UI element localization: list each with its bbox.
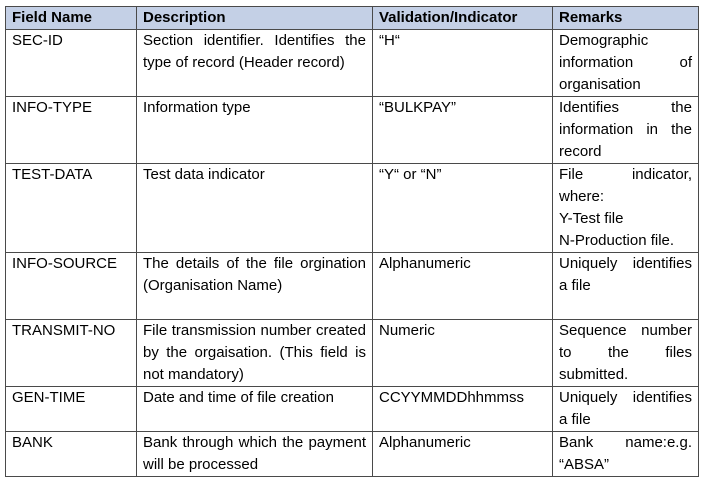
validation-cell: Alphanumeric xyxy=(373,253,553,320)
record-spec-table xyxy=(5,6,699,477)
validation-cell: “H“ xyxy=(373,30,553,97)
table-row xyxy=(6,97,699,164)
description-cell: Test data indicator xyxy=(137,164,373,253)
remarks-line: N-Production file. xyxy=(559,232,675,249)
field-name-cell: SEC-ID xyxy=(6,30,137,97)
table-row xyxy=(6,387,699,432)
table-row xyxy=(6,432,699,477)
description-cell: Date and time of file creation xyxy=(137,387,373,432)
column-header-field-name: Field Name xyxy=(6,7,137,30)
table-row xyxy=(6,320,699,387)
remarks-cell xyxy=(553,432,699,477)
column-header-description: Description xyxy=(137,7,373,30)
validation-cell: Numeric xyxy=(373,320,553,387)
remarks-line: Y-Test file xyxy=(559,210,624,227)
remarks-line: File indicator, where: xyxy=(559,166,692,205)
remarks-cell xyxy=(553,253,699,320)
table-row xyxy=(6,253,699,320)
field-name-cell: INFO-SOURCE xyxy=(6,253,137,320)
remarks-cell xyxy=(553,97,699,164)
description-cell: Information type xyxy=(137,97,373,164)
validation-cell: CCYYMMDDhhmmss xyxy=(373,387,553,432)
table-row xyxy=(6,164,699,253)
field-name-cell: TRANSMIT-NO xyxy=(6,320,137,387)
field-name-cell: INFO-TYPE xyxy=(6,97,137,164)
validation-cell: “Y“ or “N” xyxy=(373,164,553,253)
column-header-validation: Validation/Indicator xyxy=(373,7,553,30)
remarks-line: Bank name:e.g. “ABSA” xyxy=(559,434,692,473)
description-cell: Section identifier. Identifies the type of record (Header record) xyxy=(137,30,373,97)
field-name-cell: TEST-DATA xyxy=(6,164,137,253)
remarks-line: Identifies the information in the record xyxy=(559,99,692,160)
description-cell: Bank through which the payment will be processed xyxy=(137,432,373,477)
validation-cell: Alphanumeric xyxy=(373,432,553,477)
table-row xyxy=(6,30,699,97)
remarks-cell xyxy=(553,164,699,253)
description-cell: The details of the file orgination (Organisation Name) xyxy=(137,253,373,320)
description-cell: File transmission number created by the orgaisation. (This field is not mandatory) xyxy=(137,320,373,387)
remarks-cell xyxy=(553,30,699,97)
remarks-cell xyxy=(553,387,699,432)
remarks-line: Uniquely identifies a file xyxy=(559,255,692,294)
column-header-remarks: Remarks xyxy=(553,7,699,30)
remarks-line: Uniquely identifies a file xyxy=(559,389,692,428)
remarks-cell xyxy=(553,320,699,387)
remarks-line: Demographic information of organisation xyxy=(559,32,692,93)
field-name-cell: GEN-TIME xyxy=(6,387,137,432)
validation-cell: “BULKPAY” xyxy=(373,97,553,164)
header-row xyxy=(6,7,699,30)
field-name-cell: BANK xyxy=(6,432,137,477)
remarks-line: Sequence number to the files submitted. xyxy=(559,322,692,383)
